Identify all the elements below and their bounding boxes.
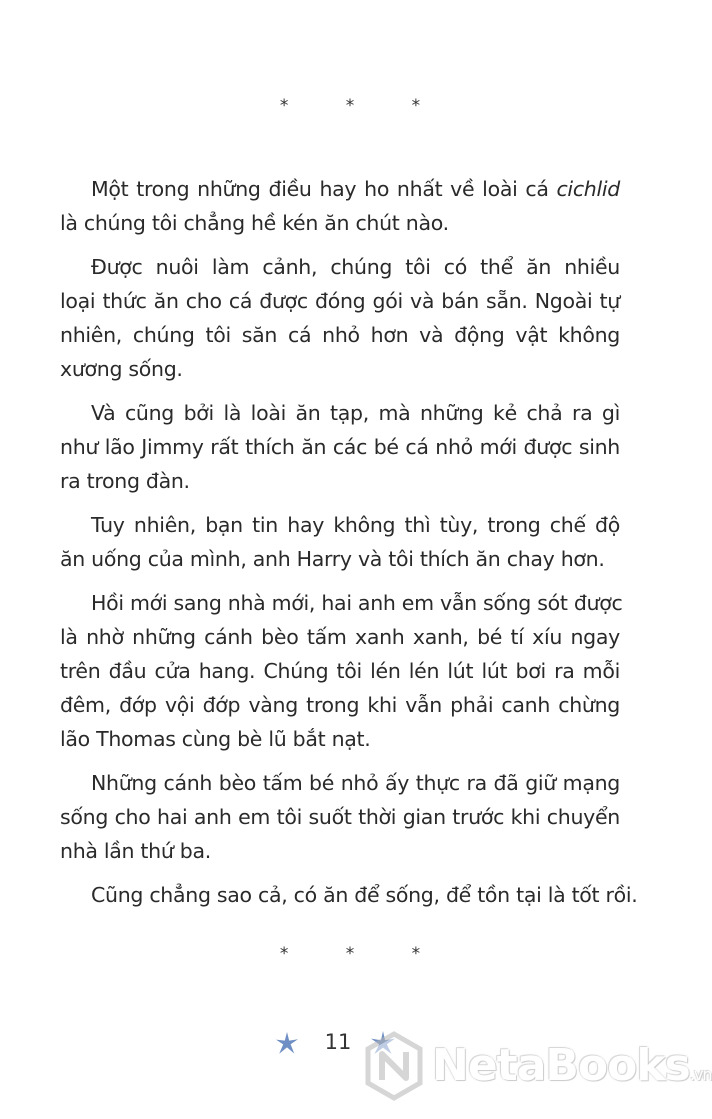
text-line — [60, 318, 620, 352]
text-line — [60, 172, 620, 206]
paragraph — [60, 508, 620, 576]
text-run: trên đầu cửa hang. Chúng tôi lén lén lút lút bơi ra mỗi — [60, 659, 620, 683]
paragraph — [60, 878, 638, 912]
text-run: ra trong đàn. — [60, 469, 190, 493]
text-line — [60, 654, 620, 688]
text-run: Những cánh bèo tấm bé nhỏ ấy thực ra đã giữ mạng — [91, 771, 620, 795]
text-run: Được nuôi làm cảnh, chúng tôi có thể ăn nhiều — [91, 255, 620, 279]
text-run: nhiên, chúng tôi săn cá nhỏ hơn và động vật không — [60, 323, 620, 347]
text-run: lão Thomas cùng bè lũ bắt nạt. — [60, 727, 371, 751]
text-line — [60, 430, 620, 464]
paragraph — [60, 766, 620, 868]
text-run: Cũng chẳng sao cả, có ăn để sống, để tồn tại là tốt rồi. — [91, 883, 638, 907]
text-run: đêm, đớp vội đớp vàng trong khi vẫn phải canh chừng — [60, 693, 620, 717]
text-line — [60, 722, 620, 756]
text-line — [60, 766, 620, 800]
text-run: Hồi mới sang nhà mới, hai anh em vẫn sống sót được — [91, 591, 623, 615]
italic-term: cichlid — [556, 177, 620, 201]
text-line — [60, 250, 620, 284]
text-run: như lão Jimmy rất thích ăn các bé cá nhỏ mới được sinh — [60, 435, 620, 459]
text-line — [60, 352, 620, 386]
watermark-domain: .vn — [689, 1065, 712, 1084]
text-run: xương sống. — [60, 357, 183, 381]
text-line — [60, 878, 638, 912]
section-divider-top: * * * — [279, 96, 447, 116]
watermark-brand: NetaBooks — [432, 1040, 690, 1091]
page-number: 11 — [324, 1030, 352, 1054]
body-text — [60, 172, 638, 922]
netabooks-logo-icon — [362, 1030, 426, 1102]
paragraph — [60, 586, 623, 756]
text-line — [60, 688, 620, 722]
paragraph — [60, 250, 620, 386]
paragraph — [60, 396, 620, 498]
section-divider-bottom: * * * — [279, 944, 447, 964]
text-run: là chúng tôi chẳng hề kén ăn chút nào. — [60, 211, 449, 235]
text-run: ăn uống của mình, anh Harry và tôi thích ăn chay hơn. — [60, 547, 605, 571]
text-run: sống cho hai anh em tôi suốt thời gian trước khi chuyển — [60, 805, 620, 829]
text-line — [60, 542, 620, 576]
paragraph — [60, 172, 620, 240]
text-line — [60, 464, 620, 498]
star-icon — [274, 1030, 300, 1056]
text-line — [60, 508, 620, 542]
text-line — [60, 284, 620, 318]
watermark-logo — [362, 1018, 712, 1108]
text-line — [60, 834, 620, 868]
text-line — [60, 800, 620, 834]
text-run: nhà lần thứ ba. — [60, 839, 211, 863]
text-run: Một trong những điều hay ho nhất về loài cá — [91, 177, 557, 201]
text-line — [60, 396, 620, 430]
text-run: là nhờ những cánh bèo tấm xanh xanh, bé tí xíu ngay — [60, 625, 620, 649]
text-line — [60, 206, 620, 240]
text-line — [60, 620, 620, 654]
text-run: Và cũng bởi là loài ăn tạp, mà những kẻ chả ra gì — [91, 401, 620, 425]
text-line — [60, 586, 623, 620]
text-run: Tuy nhiên, bạn tin hay không thì tùy, trong chế độ — [91, 513, 620, 537]
text-run: loại thức ăn cho cá được đóng gói và bán sẵn. Ngoài tự — [60, 289, 620, 313]
